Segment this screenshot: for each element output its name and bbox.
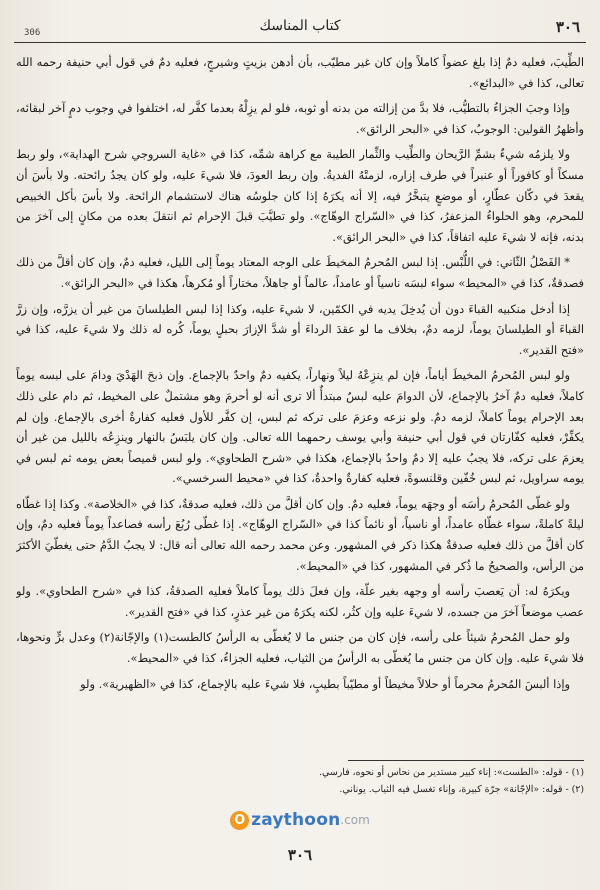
paragraph: ولو لبس المُحرمُ المخيطَ أياماً، فإن لم ينزِعْهُ ليلاً ونهاراً، يكفيه دمٌ واحدٌ بالإجماع. وإن ذبحَ الهَدْيَ ودامَ على لبسه يوماً كاملاً، فعليه دمٌ آخرُ بالإجماع، لأن الدوامَ عليه لبسٌ مبتدأٌ ألا ترى أنه لو أحرمَ وهو مشتملٌ على المخيط، ثم دام على ذلك بعد الإحرام يوماً كاملاً، لزمه دمٌ. ولو نزعه وعزمَ على تركه ثم لبس، إن كفَّر للأول فعليه كفارةٌ أخرى بالإجماع. وإن لم يكفِّرْ، فعليه كفّارتان في قول أبي حنيفة وأبي يوسف رحمهما الله تعالى. وإن كان يلبَسُ بالنهار وينزِعُه بالليل من غير أن يعزمَ على تركه، فلا يجبُ عليه إلا دمٌ واحدٌ بالإجماع، هكذا في «شرح الطحاوي». ولو لبس قميصاً بعض يومه ثم لبس في يومه سراويل، ثم لبس خُفّين وقلنسوةً، فعليه كفارةٌ واحدةٌ، كذا في «محيط السرخسي». <box>16 368 584 486</box>
body-text <box>16 52 584 747</box>
footer-page-number: ٣٠٦ <box>287 846 313 864</box>
header-page-number: ٣٠٦ <box>555 18 580 36</box>
footnote: (٢) - قوله: «الإجّانة» جرّة كبيرة، وإناء تغسل فيه الثياب. يوناني. <box>339 784 584 795</box>
latin-page-label: 306 <box>24 28 41 38</box>
footnote-rule <box>348 760 584 761</box>
book-title: كتاب المناسك <box>259 18 341 34</box>
logo-badge-icon: O <box>230 811 249 830</box>
zaythoon-watermark <box>222 806 378 834</box>
paragraph: وإذا وجبَ الجزاءُ بالتطيُّب، فلا بدَّ من إزالته من بدنه أو ثوبه، فلو لم يزِلْهُ بعدما كفَّر له، اختلفوا في وجوب دمٍ آخر لبقائه، وأظهرُ القولين: الوجوبُ، كذا في «البحر الرائق». <box>16 101 584 136</box>
paragraph: إذا أدخل منكبيه القباءَ دون أن يُدخِلَ يديه في الكمّين، لا شيءَ عليه، وكذا إذا لبس الطيلسانَ من غير أن يزرَّه، وإن زرَّ القباءَ أو الطيلسانَ يوماً، لزمه دمٌ، بخلاف ما لو عقدَ الرداءَ أو شدَّ الإزارَ بحبلٍ يوماً، كُره له ذلك ولا شيءَ عليه، كذا في «فتح القدير». <box>16 301 584 357</box>
paragraph: وإذا ألبسَ المُحرمُ محرماً أو حلالاً مخيطاً أو مطيّباً بطيبٍ، فلا شيءَ عليه بالإجماع، كذا في «الظهيرية». ولو <box>80 676 570 691</box>
section-heading-paragraph: * الفَصْلُ الثّاني: في اللُّبْس. إذا لبس المُحرمُ المخيطَ على الوجه المعتاد يوماً إلى الليل، فعليه دمٌ، وإن كان أقلَّ من ذلك فصدقةٌ، كذا في «المحيط» سواء لبسَه ناسياً أو عامداً، عالماً أو جاهلاً، مختاراً أو مُكرهاً، هكذا في «البحر الرائق». <box>16 255 584 290</box>
footnotes <box>16 764 584 798</box>
paragraph: ويكرَهُ له: أن يَعصبَ رأسه أو وجهه بغير علّة، وإن فعلَ ذلك يوماً كاملاً فعليه الصدقةُ، كذا في «شرح الطحاوي». ولو عصب موضعاً آخرَ من جسده، لا شيءَ عليه وإن كثُر، لكنه يكرَهُ من غير عذرٍ، كذا في «فتح القدير». <box>16 584 584 619</box>
footnote: (١) - قوله: «الطست»: إناء كبير مستدير من نحاس أو نحوه، فارسي. <box>319 767 584 778</box>
paragraph: ولا يلزمُه شيءٌ بشمِّ الرَّيحان والطِّيب والثِّمار الطيبة مع كراهة شمِّه، كذا في «غاية السروجي شرح الهداية»، ولو ربط مسكاً أو كافوراً أو عنبراً في طرف إزاره، لزمتْهُ الفديةُ. وإن ربط العودَ، فلا شيءَ عليه، ولو كان يجدُ رائحته. ولا بأسَ أن يقعدَ في دكّان عطّارٍ، أو موضعٍ يتبخَّرُ فيه، إلا أنه يكرَهُ إذا كان جلوسُه هناك لاستشمام الرائحة. ولا بأسَ بأكل الخبيص للمحرم، وهو الحلواءُ المزعفرُ، كذا في «السّراج الوهّاج». ولو تطيَّبَ قبلَ الإحرام ثم انتقلَ بعده من مكانٍ إلى آخرَ من بدنه، فإنه لا شيءَ عليه اتفاقاً، كذا في «البحر الرائق». <box>16 147 584 244</box>
logo-wordmark: zaythoon <box>251 810 341 830</box>
paragraph: ولو غطّى المُحرمُ رأسَه أو وجهَه يوماً، فعليه دمٌ. وإن كان أقلَّ من ذلك، فعليه صدقةٌ، كذا في «الخلاصة». وكذا إذا غطّاه ليلةً كاملةً، سواء غطّاه عامداً، أو ناسياً، أو نائماً كذا في «السّراج الوهّاج». إذا غطّى رُبُعَ رأسه فصاعداً يوماً فعليه دمٌ، وإن كان أقلَّ من ذلك فعليه صدقةٌ هكذا ذكر في المشهور. وعن محمد رحمه الله تعالى أنه قال: لا يجبُ الدَّمُ حتى يغطّيَ الأكثرَ من الرأس، والصحيحُ ما ذُكر في المشهور، كذا في «المحيط». <box>16 496 584 573</box>
paragraph: الطِّيبَ، فعليه دمٌ إذا بلغ عضواً كاملاً وإن كان غير مطيّب، بأن أدهن بزيتٍ وشيرجٍ، فعليه دمٌ في قول أبي حنيفة رحمه الله تعالى، كذا في «البدائع». <box>16 55 584 90</box>
header-rule <box>14 42 586 43</box>
page-header <box>14 4 586 44</box>
logo-domain: .com <box>340 813 370 827</box>
paragraph: ولو حمل المُحرمُ شيئاً على رأسه، فإن كان من جنس ما لا يُغطّى به الرأسُ كالطست(١) والإجّانة(٢) وعدل برٍّ ونحوها، فلا شيءَ عليه. وإن كان من جنس ما يُغطّى به الرأسُ من الثياب، فعليه الجزاءُ، كذا في «المحيط». <box>16 630 584 666</box>
